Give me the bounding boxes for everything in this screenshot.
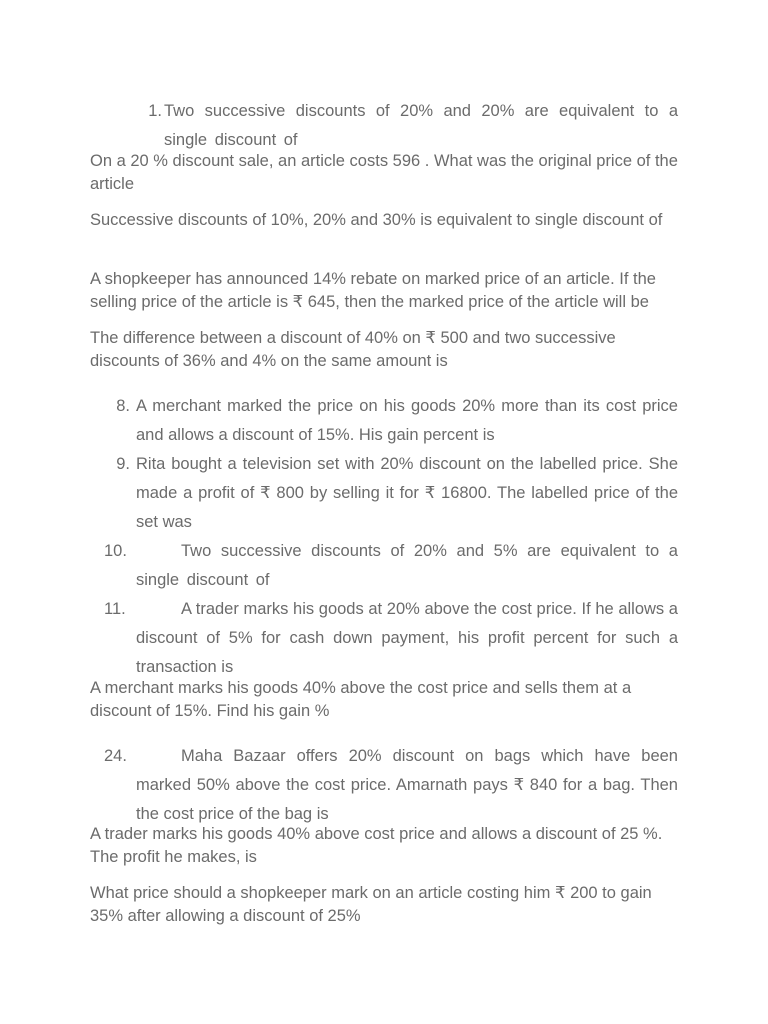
question-text: A trader marks his goods at 20% above the cost price. If he allows a discount of 5% for cash down payment, his profit percent for such a transaction is: [136, 600, 678, 676]
question-2: On a 20 % discount sale, an article costs 596 . What was the original price of the article: [90, 152, 678, 193]
question-9: [90, 450, 678, 537]
question-3: Successive discounts of 10%, 20% and 30% is equivalent to single discount of: [90, 211, 663, 229]
question-12: A merchant marks his goods 40% above the cost price and sells them at a discount of 15%. Find his gain %: [90, 679, 632, 720]
question-1: [90, 97, 678, 155]
question-26: What price should a shopkeeper mark on an article costing him ₹ 200 to gain 35% after allowing a discount of 25%: [90, 884, 652, 925]
question-text: Maha Bazaar offers 20% discount on bags which have been marked 50% above the cost price. Amarnath pays ₹ 840 for a bag. Then the cost price of the bag is: [136, 747, 678, 823]
question-number: 10.: [104, 542, 127, 560]
question-24: [90, 742, 678, 829]
question-25: A trader marks his goods 40% above cost price and allows a discount of 25 %. The profit he makes, is: [90, 825, 663, 866]
question-number: 24.: [104, 747, 127, 765]
question-number: 1.: [148, 102, 162, 120]
question-11: [90, 595, 678, 682]
question-text: Two successive discounts of 20% and 5% are equivalent to a single discount of: [136, 542, 678, 589]
question-number: 11.: [104, 600, 126, 618]
question-4: A shopkeeper has announced 14% rebate on marked price of an article. If the selling price of the article is ₹ 645, then the marked price of the article will be: [90, 270, 656, 311]
question-number: 9.: [116, 455, 130, 473]
question-8: [90, 392, 678, 450]
question-10: [90, 537, 678, 595]
question-5: The difference between a discount of 40% on ₹ 500 and two successive discounts of 36% and 4% on the same amount is: [90, 329, 616, 370]
question-text: A merchant marked the price on his goods 20% more than its cost price and allows a discount of 15%. His gain percent is: [136, 397, 678, 444]
question-text: Two successive discounts of 20% and 20% are equivalent to a single discount of: [164, 102, 678, 149]
question-number: 8.: [116, 397, 130, 415]
question-text: Rita bought a television set with 20% discount on the labelled price. She made a profit of ₹ 800 by selling it for ₹ 16800. The labelled price of the set was: [136, 455, 678, 531]
